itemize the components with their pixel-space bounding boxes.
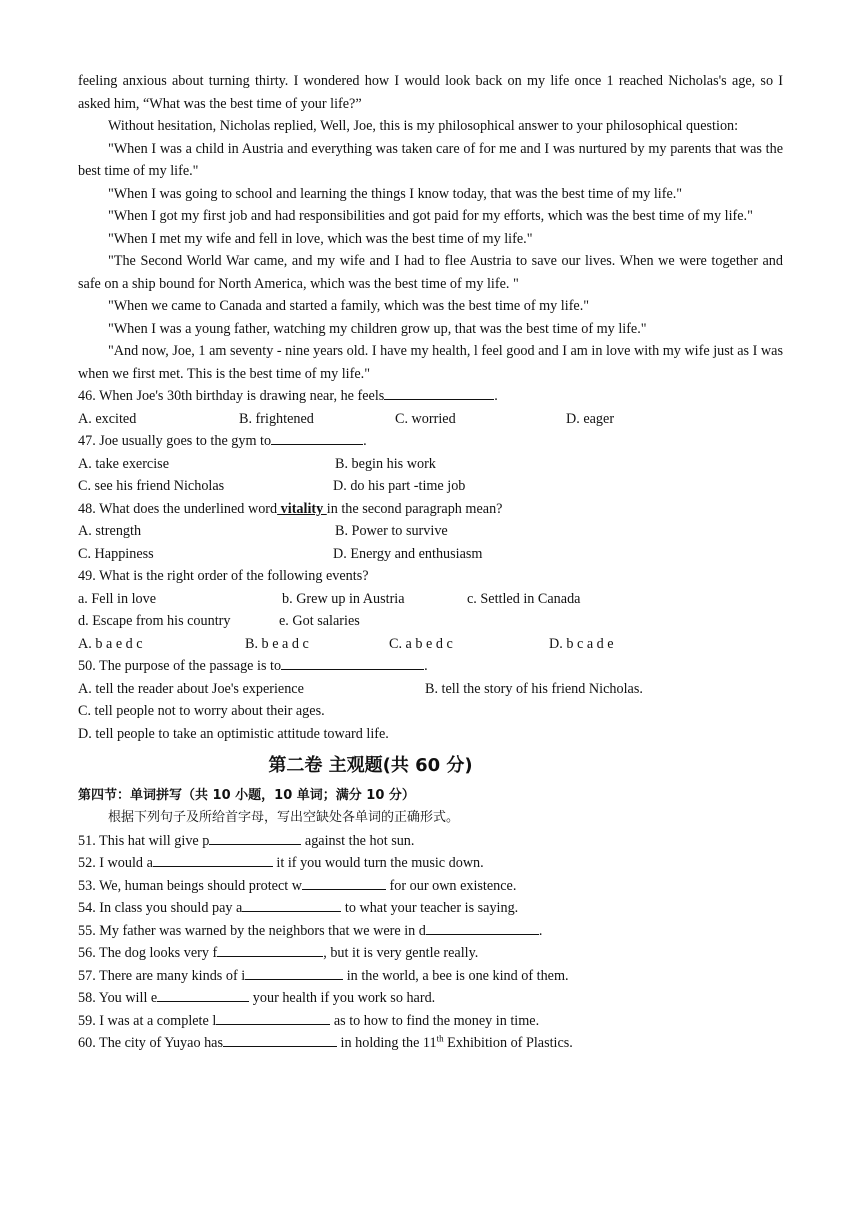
option-c[interactable]: C. worried bbox=[395, 410, 456, 427]
event-b: b. Grew up in Austria bbox=[282, 590, 405, 607]
options-50 bbox=[78, 678, 783, 701]
options-48 bbox=[78, 520, 783, 543]
events-row2 bbox=[78, 610, 783, 633]
question-48 bbox=[78, 498, 783, 521]
answer-blank[interactable] bbox=[281, 655, 424, 670]
question-end: . bbox=[494, 388, 498, 404]
answer-blank[interactable] bbox=[209, 830, 301, 845]
item-text: Exhibition of Plastics. bbox=[443, 1035, 573, 1051]
spelling-item-52 bbox=[78, 852, 783, 875]
item-text: 51. This hat will give p bbox=[78, 832, 210, 849]
options-49 bbox=[78, 633, 783, 656]
options-47 bbox=[78, 453, 783, 476]
spelling-item-59 bbox=[78, 1010, 783, 1033]
option-d[interactable]: D. eager bbox=[566, 410, 615, 427]
passage-paragraph: "And now, Joe, 1 am seventy - nine years old. I have my health, l feel good and I am in love with my wife just as I was when we first met. This is the best time of my life." bbox=[78, 343, 783, 382]
item-text: for our own existence. bbox=[386, 877, 517, 894]
spelling-item-55 bbox=[78, 920, 783, 943]
question-50 bbox=[78, 655, 783, 678]
underlined-word: vitality bbox=[277, 500, 327, 517]
option-a[interactable]: A. tell the reader about Joe's experience bbox=[78, 680, 304, 697]
answer-blank[interactable] bbox=[223, 1032, 337, 1047]
passage-paragraph: Without hesitation, Nicholas replied, Well, Joe, this is my philosophical answer to your philosophical question: bbox=[108, 118, 739, 134]
question-stem: 47. Joe usually goes to the gym to bbox=[78, 433, 272, 449]
answer-blank[interactable] bbox=[302, 875, 386, 890]
option-c[interactable]: C. Happiness bbox=[78, 545, 154, 562]
item-text: 59. I was at a complete l bbox=[78, 1012, 217, 1029]
answer-blank[interactable] bbox=[384, 385, 494, 400]
event-a: a. Fell in love bbox=[78, 590, 157, 607]
passage-paragraph: "When I met my wife and fell in love, which was the best time of my life." bbox=[108, 230, 533, 247]
section-instruction: 根据下列句子及所给首字母，写出空缺处各单词的正确形式。 bbox=[108, 810, 460, 825]
answer-blank[interactable] bbox=[216, 1010, 330, 1025]
reading-passage bbox=[78, 70, 783, 385]
spelling-item-54 bbox=[78, 897, 783, 920]
option-b[interactable]: B. b e a d c bbox=[245, 635, 309, 652]
option-c[interactable]: C. a b e d c bbox=[389, 635, 453, 652]
option-a[interactable]: A. excited bbox=[78, 410, 137, 427]
item-text: your health if you work so hard. bbox=[249, 990, 436, 1006]
option-c[interactable]: C. tell people not to worry about their ages. bbox=[78, 703, 325, 719]
exam-page bbox=[78, 70, 783, 1055]
question-stem: 46. When Joe's 30th birthday is drawing near, he feels bbox=[78, 388, 385, 404]
question-stem: 48. What does the underlined word bbox=[78, 500, 278, 517]
item-text: as to how to find the money in time. bbox=[330, 1012, 540, 1029]
events-row1 bbox=[78, 588, 783, 611]
spelling-item-51 bbox=[78, 830, 783, 853]
option-a[interactable]: A. take exercise bbox=[78, 455, 169, 472]
option-d[interactable]: D. b c a d e bbox=[549, 635, 614, 652]
answer-blank[interactable] bbox=[242, 897, 341, 912]
item-text: in holding the 11 bbox=[337, 1035, 437, 1051]
item-text: , but it is very gentle really. bbox=[323, 945, 479, 961]
item-text: in the world, a bee is one kind of them. bbox=[343, 967, 569, 984]
spelling-item-57 bbox=[78, 965, 783, 988]
options-48-row2 bbox=[78, 543, 783, 566]
passage-paragraph: "The Second World War came, and my wife and I had to flee Austria to save our lives. When we were together and safe on a ship bound for North America, which was the best time of my life. " bbox=[78, 253, 783, 292]
spelling-item-58 bbox=[78, 987, 783, 1010]
item-text: 56. The dog looks very f bbox=[78, 945, 218, 961]
option-b[interactable]: B. frightened bbox=[239, 410, 314, 427]
event-d: d. Escape from his country bbox=[78, 613, 231, 629]
spelling-item-53 bbox=[78, 875, 783, 898]
answer-blank[interactable] bbox=[271, 430, 363, 445]
event-c: c. Settled in Canada bbox=[467, 590, 581, 607]
question-47 bbox=[78, 430, 783, 453]
question-46 bbox=[78, 385, 783, 408]
options-47-row2 bbox=[78, 475, 783, 498]
question-end: . bbox=[363, 433, 367, 449]
option-d[interactable]: D. Energy and enthusiasm bbox=[333, 545, 483, 562]
answer-blank[interactable] bbox=[245, 965, 343, 980]
item-text: to what your teacher is saying. bbox=[341, 900, 519, 916]
passage-paragraph: "When we came to Canada and started a family, which was the best time of my life." bbox=[108, 298, 590, 314]
spelling-item-60 bbox=[78, 1032, 783, 1055]
option-a[interactable]: A. strength bbox=[78, 523, 142, 539]
option-d[interactable]: D. do his part -time job bbox=[333, 478, 466, 494]
option-a[interactable]: A. b a e d c bbox=[78, 635, 143, 652]
item-text: 52. I would a bbox=[78, 855, 153, 871]
item-text: 54. In class you should pay a bbox=[78, 900, 243, 916]
spelling-list bbox=[78, 830, 783, 1055]
section-heading: 第四节：单词拼写（共 10 小题，10 单词；满分 10 分） bbox=[78, 788, 415, 803]
item-text: 53. We, human beings should protect w bbox=[78, 877, 302, 894]
item-text: 57. There are many kinds of i bbox=[78, 967, 246, 984]
option-b[interactable]: B. tell the story of his friend Nicholas. bbox=[425, 680, 643, 697]
passage-paragraph: "When I was a child in Austria and everything was taken care of for me and I was nurtured by my parents that was the best time of my life." bbox=[78, 140, 783, 179]
item-text: 60. The city of Yuyao has bbox=[78, 1035, 223, 1051]
part-title: 第二卷 主观题(共 60 分) bbox=[268, 755, 473, 776]
item-text: . bbox=[538, 922, 543, 939]
passage-paragraph: feeling anxious about turning thirty. I wondered how I would look back on my life once 1 reached Nicholas's age, so I asked him, “What was the best time of your life?” bbox=[78, 73, 783, 112]
option-b[interactable]: B. Power to survive bbox=[335, 523, 448, 539]
spelling-item-56 bbox=[78, 942, 783, 965]
question-stem: 50. The purpose of the passage is to bbox=[78, 658, 282, 674]
question-stem-end: in the second paragraph mean? bbox=[326, 500, 503, 517]
option-c[interactable]: C. see his friend Nicholas bbox=[78, 478, 225, 494]
answer-blank[interactable] bbox=[157, 987, 249, 1002]
passage-paragraph: "When I was going to school and learning the things I know today, that was the best time of my life." bbox=[108, 185, 683, 202]
item-text: against the hot sun. bbox=[301, 832, 415, 849]
answer-blank[interactable] bbox=[426, 920, 539, 935]
superscript: th bbox=[436, 1033, 444, 1044]
option-b[interactable]: B. begin his work bbox=[335, 455, 436, 472]
item-text: 58. You will e bbox=[78, 990, 158, 1006]
item-text: it if you would turn the music down. bbox=[272, 855, 484, 871]
answer-blank[interactable] bbox=[217, 942, 323, 957]
passage-paragraph: "When I got my first job and had responsibilities and got paid for my efforts, which was the best time of my life." bbox=[108, 208, 753, 224]
item-text: 55. My father was warned by the neighbors that we were in d bbox=[78, 922, 426, 939]
question-end: . bbox=[424, 658, 428, 674]
event-e: e. Got salaries bbox=[279, 613, 360, 629]
question-49: 49. What is the right order of the following events? bbox=[78, 568, 369, 584]
answer-blank[interactable] bbox=[153, 852, 273, 867]
options-46 bbox=[78, 408, 783, 431]
passage-paragraph: "When I was a young father, watching my children grow up, that was the best time of my life." bbox=[108, 320, 647, 337]
option-d[interactable]: D. tell people to take an optimistic attitude toward life. bbox=[78, 725, 389, 742]
